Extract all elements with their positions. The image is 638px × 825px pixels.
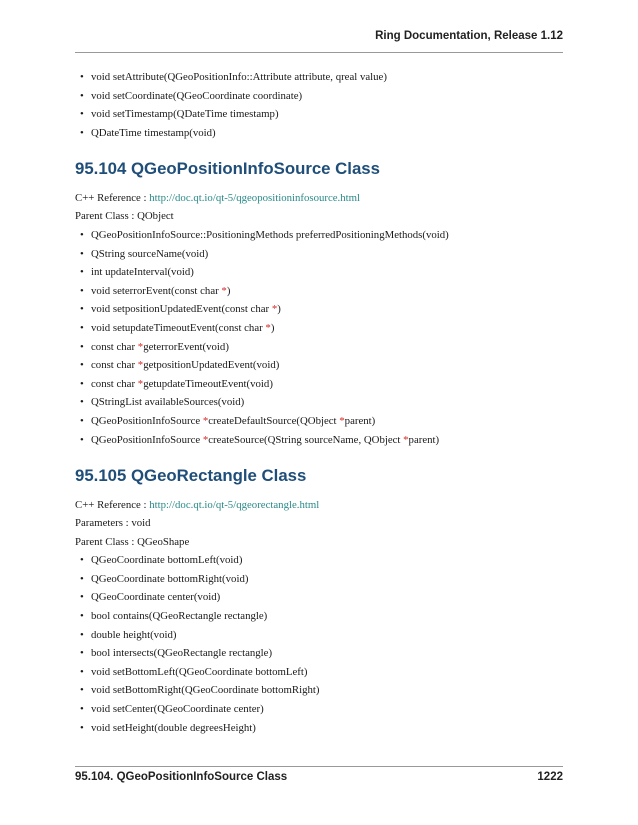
asterisk: * [202, 433, 209, 446]
reference-link[interactable]: http://doc.qt.io/qt-5/qgeopositioninfosource.html [149, 191, 361, 204]
method-text: QGeoPositionInfoSource [91, 433, 203, 446]
list-item [75, 359, 563, 371]
method-text: int updateInterval(void) [91, 266, 194, 279]
page-number: 1222 [537, 771, 563, 783]
method-text: void seterrorEvent(const char [91, 284, 222, 297]
asterisk: * [271, 303, 278, 316]
asterisk: * [339, 414, 345, 427]
method-text: getpositionUpdatedEvent(void) [143, 359, 280, 372]
running-footer [75, 771, 563, 783]
running-header: Ring Documentation, Release 1.12 [375, 30, 563, 42]
method-text: getupdateTimeoutEvent(void) [143, 377, 273, 390]
method-list-qgeopositioninfosource [75, 229, 563, 446]
list-item [75, 378, 563, 390]
section-heading-qgeorectangle: 95.105 QGeoRectangle Class [75, 465, 307, 485]
method-list-qgeorectangle [75, 554, 563, 733]
list-item [75, 303, 563, 315]
list-item: • QGeoCoordinate center(void) [75, 591, 563, 603]
parameters: Parameters : void [75, 517, 151, 530]
list-item: • bool contains(QGeoRectangle rectangle) [75, 610, 563, 622]
method-text: createDefaultSource(QObject [208, 414, 340, 427]
list-item [75, 341, 563, 353]
reference-label: C++ Reference : [75, 498, 150, 511]
method-text: parent) [408, 433, 440, 446]
method-text: createSource(QString sourceName, QObject [208, 433, 404, 446]
section-heading-qgeopositioninfosource: 95.104 QGeoPositionInfoSource Class [75, 158, 380, 178]
method-text: QGeoPositionInfoSource [91, 414, 203, 427]
list-item: • QDateTime timestamp(void) [75, 127, 563, 139]
method-text: void setpositionUpdatedEvent(const char [91, 303, 272, 316]
method-text: void setupdateTimeoutEvent(const char [91, 321, 266, 334]
reference-link[interactable]: http://doc.qt.io/qt-5/qgeorectangle.html [149, 498, 320, 511]
list-item: • QGeoCoordinate bottomRight(void) [75, 573, 563, 585]
footer-section-title: 95.104. QGeoPositionInfoSource Class [75, 771, 288, 783]
method-text: geterrorEvent(void) [143, 340, 229, 353]
list-item [75, 266, 563, 278]
method-text: ) [270, 321, 275, 334]
list-item [75, 322, 563, 334]
reference-label: C++ Reference : [75, 191, 150, 204]
method-text: ) [277, 303, 281, 316]
list-item [75, 415, 563, 427]
asterisk: * [265, 321, 271, 334]
asterisk: * [403, 433, 409, 446]
list-item [75, 285, 563, 297]
parent-class: Parent Class : QGeoShape [75, 535, 190, 548]
page-content [75, 71, 563, 740]
parent-class: Parent Class : QObject [75, 210, 174, 223]
method-text: const char [91, 340, 138, 353]
list-item: • double height(void) [75, 629, 563, 641]
method-text: QStringList availableSources(void) [91, 396, 245, 409]
list-item: • void setBottomRight(QGeoCoordinate bottomRight) [75, 684, 563, 696]
asterisk: * [137, 340, 144, 353]
method-text: QString sourceName(void) [91, 247, 209, 260]
cpp-reference [75, 499, 563, 511]
list-item [75, 248, 563, 260]
list-item: • QGeoCoordinate bottomLeft(void) [75, 554, 563, 566]
asterisk: * [137, 359, 144, 372]
asterisk: * [137, 377, 144, 390]
method-text: QGeoPositionInfoSource::PositioningMethods preferredPositioningMethods(void) [91, 228, 449, 241]
list-item: • bool intersects(QGeoRectangle rectangle) [75, 647, 563, 659]
header-divider [75, 52, 563, 53]
list-item: • void setBottomLeft(QGeoCoordinate bottomLeft) [75, 666, 563, 678]
top-method-list [75, 71, 563, 139]
cpp-reference [75, 192, 563, 204]
method-text: const char [91, 377, 138, 390]
method-text: parent) [344, 414, 376, 427]
list-item [75, 229, 563, 241]
method-text: const char [91, 359, 138, 372]
list-item: • void setTimestamp(QDateTime timestamp) [75, 108, 563, 120]
footer-divider [75, 766, 563, 767]
list-item: • void setCoordinate(QGeoCoordinate coordinate) [75, 90, 563, 102]
list-item [75, 434, 563, 446]
method-text: ) [226, 284, 231, 297]
list-item: • void setHeight(double degreesHeight) [75, 722, 563, 734]
list-item: • void setAttribute(QGeoPositionInfo::Attribute attribute, qreal value) [75, 71, 563, 83]
list-item [75, 396, 563, 408]
asterisk: * [221, 284, 227, 297]
list-item: • void setCenter(QGeoCoordinate center) [75, 703, 563, 715]
asterisk: * [202, 414, 209, 427]
